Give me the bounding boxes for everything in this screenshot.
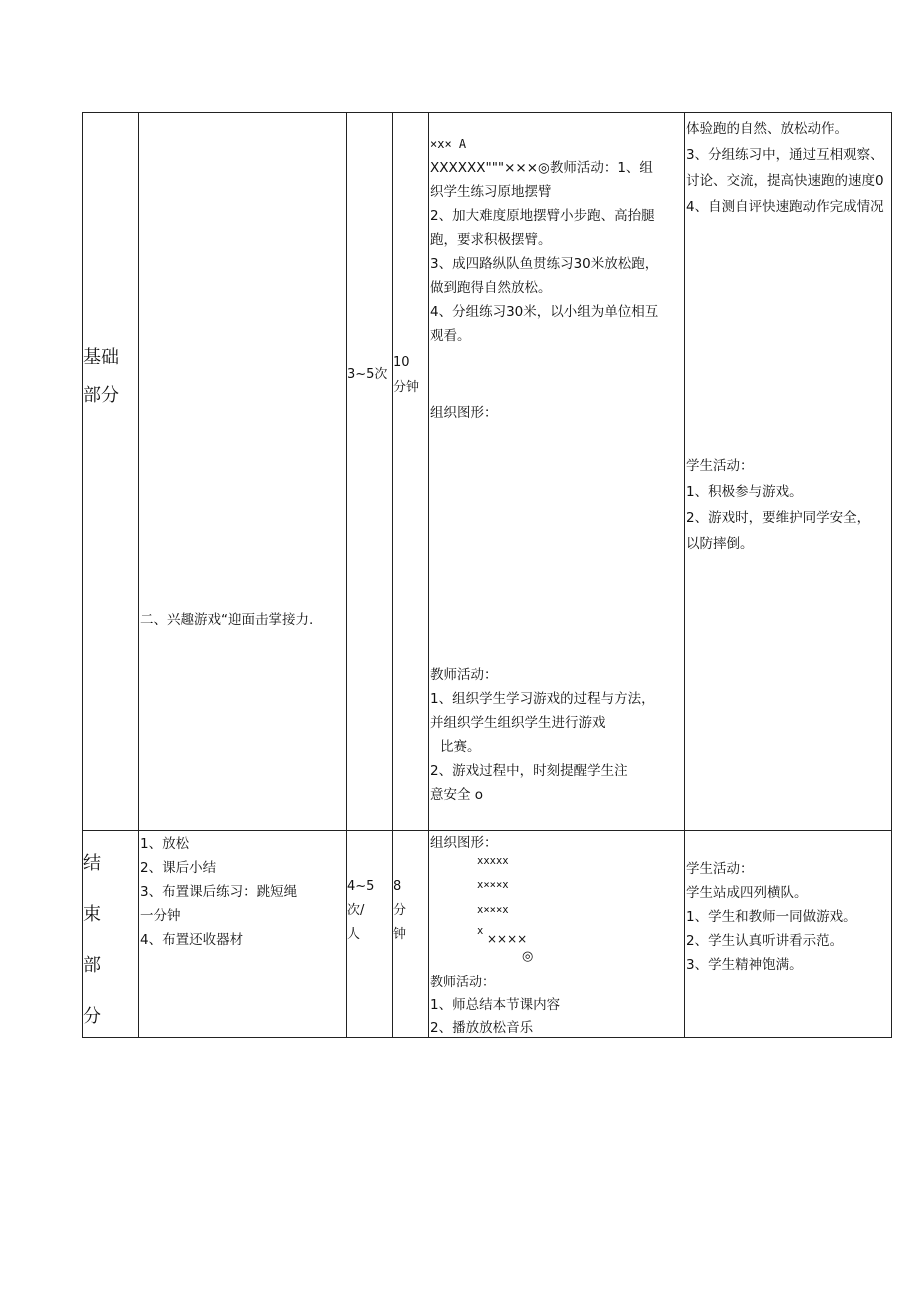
- ending-teacher-t2: 2、播放放松音乐: [430, 1020, 534, 1036]
- basic-method-line5: 跑，要求积极摆臂。: [430, 232, 552, 248]
- ending-formation-row2: x×××x: [477, 879, 509, 891]
- ending-formation-row4: ××××: [487, 932, 528, 946]
- ending-content-cell: [139, 831, 347, 1038]
- ending-section-row: [83, 831, 892, 1038]
- basic-duration-unit: 分钟: [393, 380, 420, 395]
- basic-student-a3: 以防摔倒。: [686, 536, 754, 552]
- basic-method-line2: XXXXXX"""×××◎教师活动：1、组: [430, 160, 653, 176]
- ending-teacher-position-icon: ◎: [522, 949, 534, 964]
- ending-method-cell: [429, 831, 685, 1038]
- basic-teacher-1c: 比赛。: [440, 739, 481, 755]
- ending-times-2: 次/: [347, 903, 365, 918]
- ending-content-c3b: 一分钟: [140, 908, 181, 924]
- basic-student-s2: 3、分组练习中，通过互相观察、: [686, 147, 884, 163]
- basic-method-line8: 4、分组练习30米，以小组为单位相互: [430, 304, 659, 320]
- ending-label-char1: 结: [83, 853, 101, 874]
- basic-student-a1: 1、积极参与游戏。: [686, 484, 803, 500]
- ending-times-cell: [347, 831, 393, 1038]
- ending-duration-2: 分: [393, 903, 407, 918]
- basic-method-line3: 织学生练习原地摆臂: [430, 184, 552, 200]
- basic-times: 3~5次: [347, 367, 388, 382]
- basic-teacher-2a: 2、游戏过程中，时刻提醒学生注: [430, 763, 628, 779]
- basic-method-line6: 3、成四路纵队鱼贯练习30米放松跑，: [430, 256, 659, 272]
- basic-content-game: 二、兴趣游戏“迎面击掌接力.: [140, 612, 314, 628]
- basic-method-line9: 观看。: [430, 328, 471, 344]
- ending-duration-cell: [393, 831, 429, 1038]
- basic-student-cell: [685, 113, 892, 831]
- basic-section-row: [83, 113, 892, 831]
- basic-method-cell: [429, 113, 685, 831]
- basic-label-line1: 基础: [83, 347, 119, 368]
- ending-teacher-t1: 1、师总结本节课内容: [430, 997, 561, 1013]
- basic-student-s3: 讨论、交流，提高快速跑的速度0: [686, 173, 884, 189]
- ending-content-c3: 3、布置课后练习：跳短绳: [140, 884, 298, 900]
- ending-times-1: 4~5: [347, 879, 375, 894]
- ending-formation-row1: xxxxx: [477, 855, 509, 867]
- ending-label-char2: 束: [83, 904, 101, 925]
- basic-teacher-1b: 并组织学生组织学生进行游戏: [430, 715, 606, 731]
- basic-times-cell: [347, 113, 393, 831]
- ending-formation-row3: x×××x: [477, 904, 509, 916]
- basic-method-line7: 做到跑得自然放松。: [430, 280, 552, 296]
- basic-student-label: 学生活动：: [686, 458, 754, 474]
- basic-student-a2: 2、游戏时，要维护同学安全，: [686, 510, 871, 526]
- ending-org-label: 组织图形：: [430, 835, 498, 851]
- ending-section-label-cell: [83, 831, 139, 1038]
- ending-student-s1: 1、学生和教师一同做游戏。: [686, 909, 857, 925]
- ending-content-c4: 4、布置还收器材: [140, 932, 244, 948]
- ending-student-s0: 学生站成四列横队。: [686, 885, 808, 901]
- ending-student-cell: [685, 831, 892, 1038]
- ending-times-3: 人: [347, 927, 361, 942]
- basic-method-line1: ×x× A: [430, 137, 467, 151]
- basic-teacher-1a: 1、组织学生学习游戏的过程与方法，: [430, 691, 655, 707]
- basic-duration-cell: [393, 113, 429, 831]
- basic-org-label: 组织图形：: [430, 405, 498, 421]
- ending-label-char4: 分: [83, 1006, 101, 1027]
- lesson-plan-table: [82, 112, 892, 1038]
- basic-teacher-label: 教师活动：: [430, 667, 498, 683]
- ending-teacher-label: 教师活动：: [430, 975, 496, 990]
- basic-student-s1: 体验跑的自然、放松动作。: [686, 121, 848, 137]
- basic-duration-num: 10: [393, 355, 410, 370]
- ending-content-c2: 2、课后小结: [140, 860, 217, 876]
- ending-student-label: 学生活动：: [686, 861, 754, 877]
- ending-content-c1: 1、放松: [140, 836, 190, 852]
- basic-section-label-cell: [83, 113, 139, 831]
- basic-label-line2: 部分: [83, 385, 119, 406]
- basic-teacher-2b: 意安全 o: [430, 787, 484, 803]
- ending-student-s3: 3、学生精神饱满。: [686, 957, 803, 973]
- ending-formation-row4-x: x: [477, 925, 484, 937]
- ending-student-s2: 2、学生认真听讲看示范。: [686, 933, 844, 949]
- ending-duration-3: 钟: [393, 927, 407, 942]
- basic-student-s4: 4、自测自评快速跑动作完成情况: [686, 199, 884, 215]
- basic-content-cell: [139, 113, 347, 831]
- basic-method-line4: 2、加大难度原地摆臂小步跑、高抬腿: [430, 208, 655, 224]
- ending-duration-1: 8: [393, 879, 402, 894]
- ending-label-char3: 部: [83, 955, 101, 976]
